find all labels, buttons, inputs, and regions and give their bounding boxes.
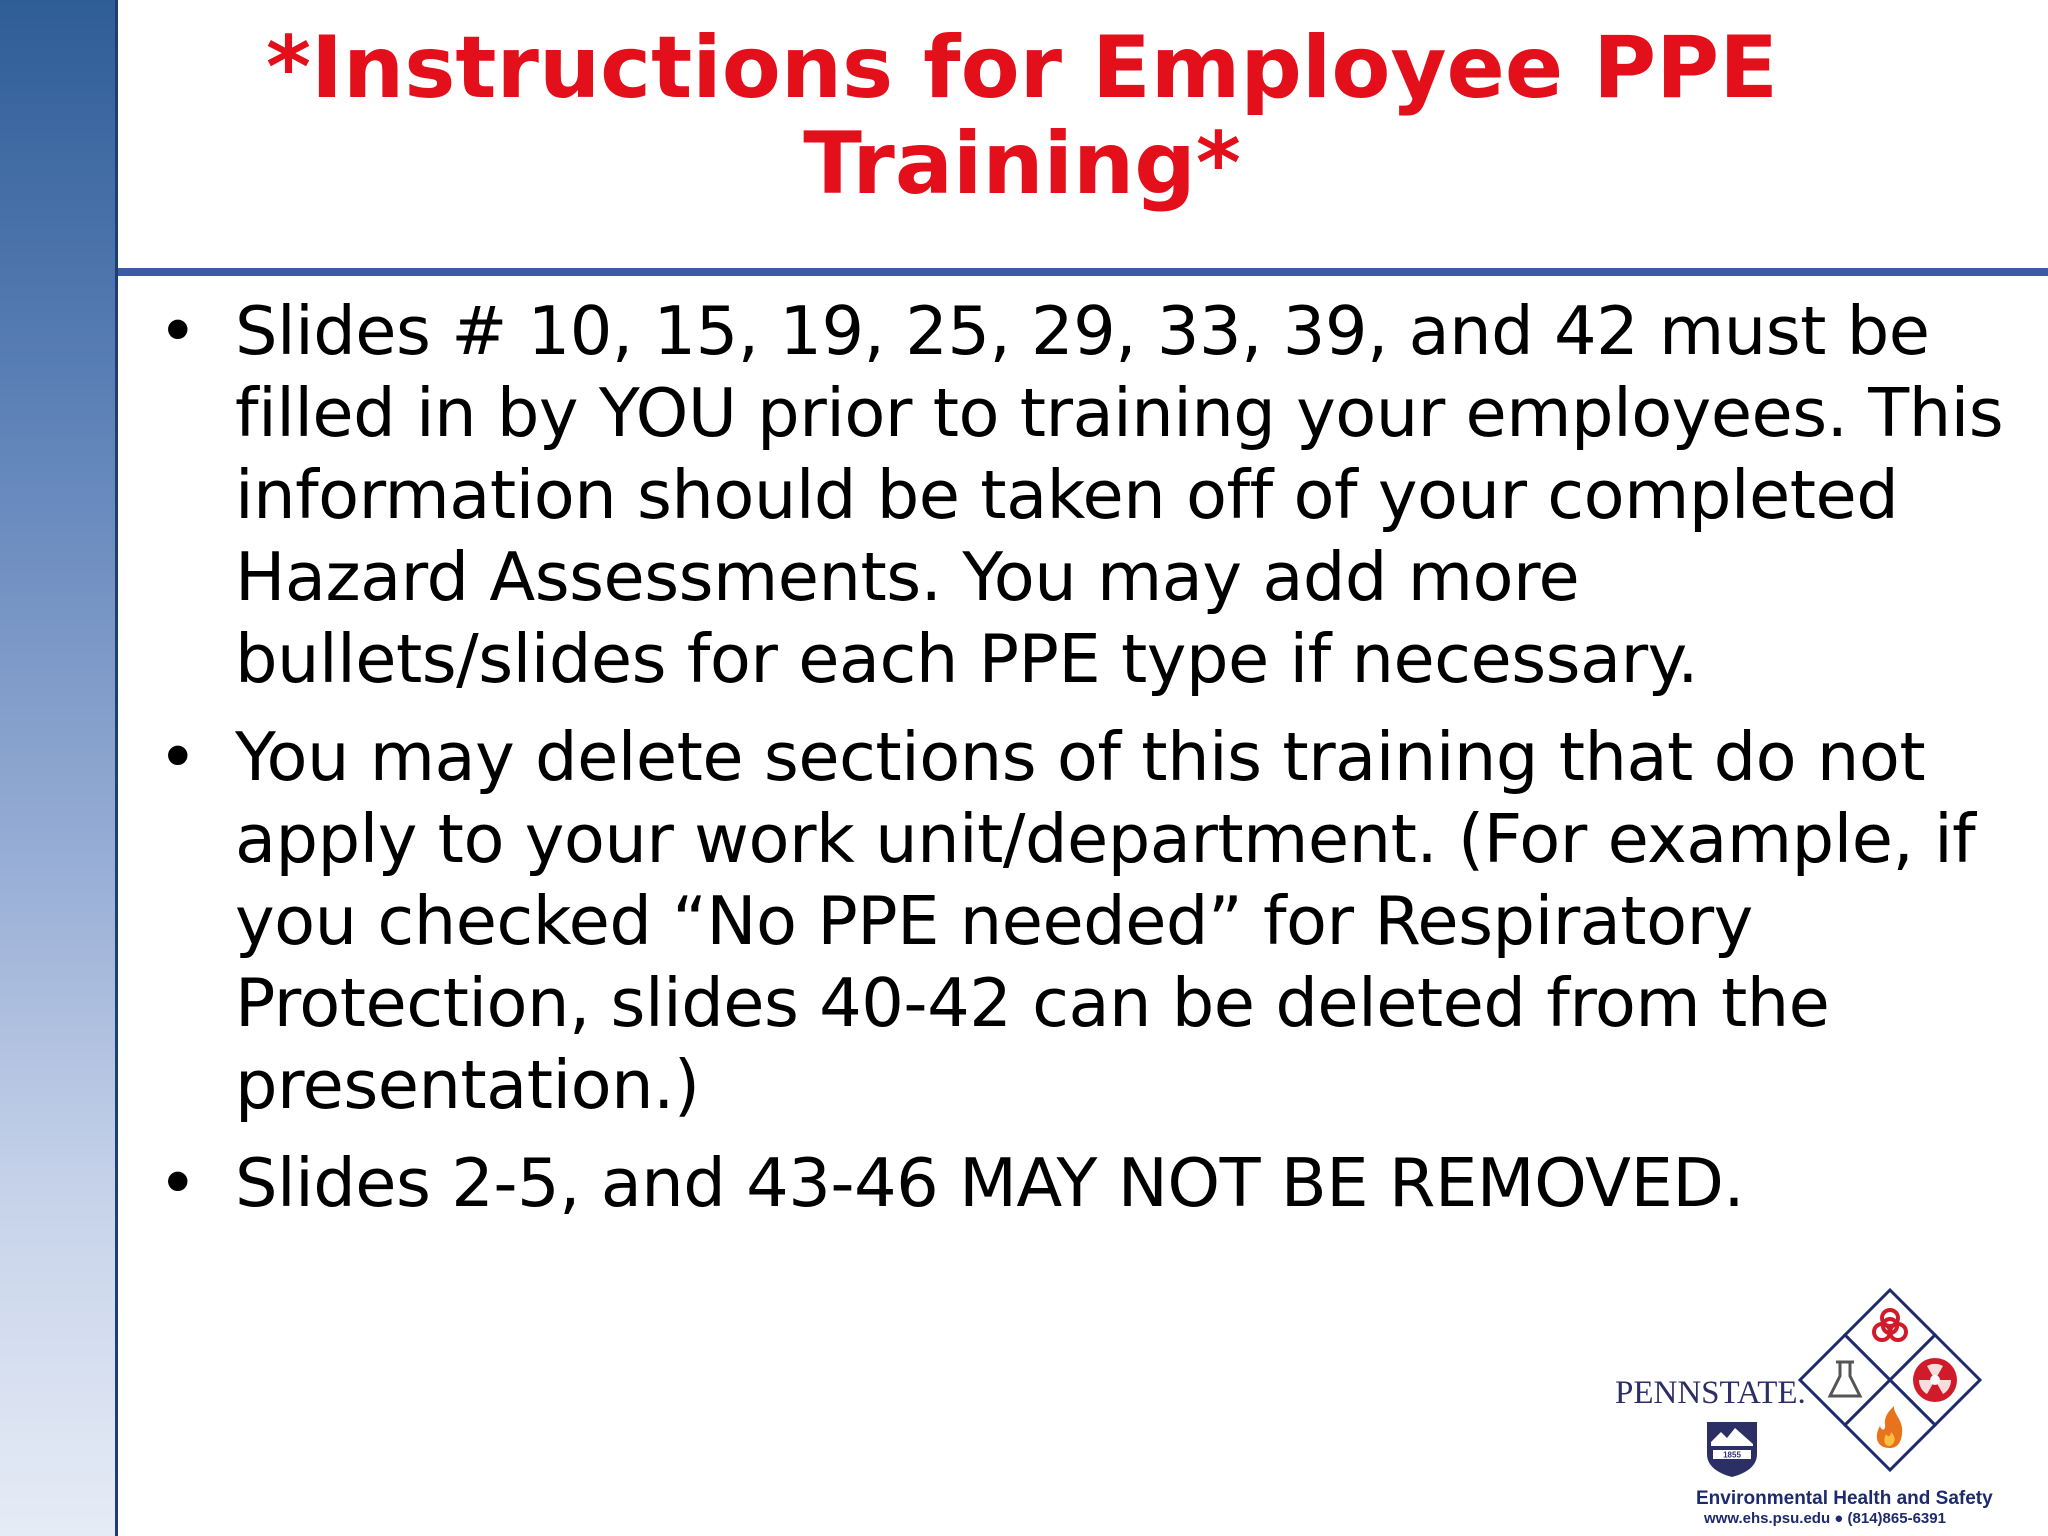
pennstate-wordmark: PENNSTATE.	[1615, 1375, 1806, 1411]
title-divider	[118, 268, 2048, 276]
bullet-list	[150, 290, 2030, 1224]
bullet-dot: •	[158, 292, 198, 370]
shield-year: 1855	[1723, 1450, 1741, 1460]
hazard-diamond-icon	[1790, 1280, 1990, 1480]
bullet-text-1: Slides # 10, 15, 19, 25, 29, 33, 39, and 42 must be filled in by YOU prior to training your employees. This information should be taken off of your completed Hazard Assessments. You may add more bullets/slides for each PPE type if necessary.	[235, 292, 2004, 698]
pennstate-shield-icon	[1705, 1420, 1759, 1478]
bullet-dot: •	[158, 718, 198, 796]
penn-state-ehs-logo	[1600, 1280, 2048, 1536]
bullet-text-3: Slides 2-5, and 43-46 MAY NOT BE REMOVED.	[235, 1144, 1745, 1222]
bullet-dot: •	[158, 1144, 198, 1222]
bullet-item-3	[150, 1142, 2030, 1224]
radiation-icon	[1913, 1358, 1957, 1402]
slide-body	[150, 290, 2030, 1240]
ehs-contact-info: www.ehs.psu.edu ● (814)865-6391	[1704, 1510, 1946, 1527]
bullet-item-1	[150, 290, 2030, 700]
bullet-item-2	[150, 716, 2030, 1126]
bullet-text-2: You may delete sections of this training that do not apply to your work unit/department. (For example, if you checked “No PPE needed” for Respiratory Protection, slides 40-42 can be deleted from the presentation.)	[235, 718, 1976, 1124]
ehs-department-name: Environmental Health and Safety	[1696, 1488, 1993, 1509]
slide-title-line1: *Instructions for Employee PPE	[266, 18, 1778, 118]
title-area	[118, 0, 2048, 268]
slide-title-line2: Training*	[803, 114, 1241, 214]
sidebar-gradient-bar	[0, 0, 118, 1536]
slide-title	[118, 20, 1926, 212]
